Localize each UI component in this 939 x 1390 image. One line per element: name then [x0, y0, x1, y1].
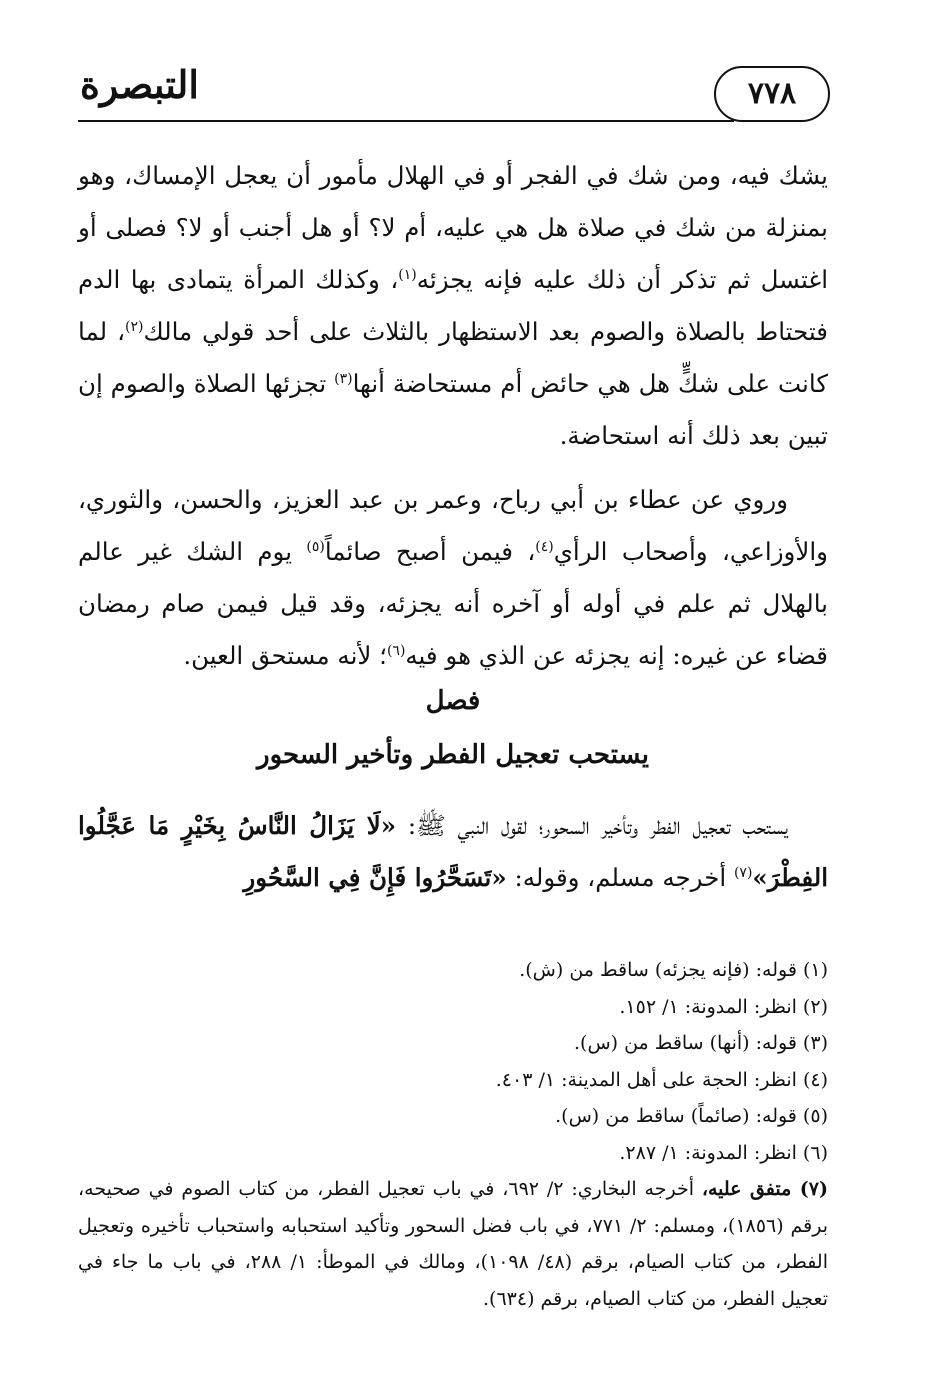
footnote-7: (٧) متفق عليه، أخرجه البخاري: ٢/ ٦٩٢، في باب تعجيل الفطر، من كتاب الصوم في صحيحه، برقم (١٨٥٦)، ومسلم: ٢/ ٧٧١، في باب فضل السحور وتأكيد استحبابه واستحباب تأخيره وتعجيل الفطر، من كتاب الصيام، برقم (٤٨/ ١٠٩٨)، ومالك في الموطأ: ١/ ٢٨٨، في باب ما جاء في تعجيل الفطر، من كتاب الصيام، برقم (٦٣٤). — [78, 1178, 828, 1310]
footnote-3: (٣) قوله: (أنها) ساقط من (س). — [574, 1032, 828, 1054]
header-rule — [78, 120, 734, 122]
paragraph-2: وروي عن عطاء بن أبي رباح، وعمر بن عبد العزيز، والحسن، والثوري، والأوزاعي، وأصحاب الرأي$^{(٤)}$، فيمن أصبح صائماً$^{(٥)}$ يوم الشك غير عالم بالهلال ثم علم في أوله أو آخره أنه يجزئه، وقد قيل فيمن صام رمضان قضاء عن غيره: إنه يجزئه عن الذي هو فيه$^{(٦)}$؛ لأنه مستحق العين. — [78, 485, 828, 670]
footnote-ref-3: (٣) — [334, 370, 353, 387]
footnote-1: (١) قوله: (فإنه يجزئه) ساقط من (ش). — [519, 959, 828, 981]
footnote-ref-4: (٤) — [535, 538, 554, 555]
footnote-2: (٢) انظر: المدونة: ١/ ١٥٢. — [619, 995, 828, 1018]
footnote-ref-7: (٧) — [733, 864, 753, 881]
paragraph-1: يشك فيه، ومن شك في الفجر أو في الهلال مأمور أن يعجل الإمساك، وهو بمنزلة من شك في صلاة هل هي عليه، أم لا؟ أو هل أجنب أو لا؟ فصلى أو اغتسل ثم تذكر أن ذلك عليه فإنه يجزئه$^{(١)}$، وكذلك المرأة يتمادى بها الدم فتحتاط بالصلاة والصوم بعد الاستظهار بالثلاث على أحد قولي مالك$^{(٢)}$، لما كانت على شكٍّ هل هي حائض أم مستحاضة أنها$^{(٣)}$ تجزئها الصلاة والصوم إن تبين بعد ذلك أنه استحاضة. — [78, 161, 829, 450]
section-label: فصل — [425, 686, 481, 716]
footnote-5: (٥) قوله: (صائماً) ساقط من (س). — [555, 1105, 828, 1127]
hadith-quote-2: «تَسَحَّرُوا فَإِنَّ فِي السَّحُورِ — [243, 863, 507, 892]
footnote-ref-5: (٥) — [306, 538, 325, 555]
paragraph-3: يستحب تعجيل الفطر وتأخير السحور؛ لقول النبي ﷺ: «لَا يَزَالُ النَّاسُ بِخَيْرٍ مَا عَجَّلُوا الفِطْرَ»$^{(٧)}$ أخرجه مسلم، وقوله: «تَسَحَّرُوا فَإِنَّ فِي السَّحُورِ — [78, 811, 828, 892]
hadith-quote-1: «لَا يَزَالُ النَّاسُ بِخَيْرٍ مَا عَجَّلُوا الفِطْرَ» — [78, 811, 828, 892]
section-title: يستحب تعجيل الفطر وتأخير السحور — [257, 740, 649, 770]
footnotes — [78, 952, 828, 1317]
footnote-ref-2: (٢) — [124, 318, 144, 335]
page-header — [78, 62, 830, 128]
page-number-badge: ٧٧٨ — [714, 66, 830, 122]
main-text — [78, 150, 828, 682]
book-title: التبصرة — [80, 62, 199, 107]
section-text — [78, 800, 828, 904]
footnote-ref-6: (٦) — [386, 642, 406, 659]
footnote-ref-1: (١) — [398, 266, 417, 283]
footnote-6: (٦) انظر: المدونة: ١/ ٢٨٧. — [619, 1141, 828, 1164]
footnote-4: (٤) انظر: الحجة على أهل المدينة: ١/ ٤٠٣. — [495, 1068, 828, 1091]
